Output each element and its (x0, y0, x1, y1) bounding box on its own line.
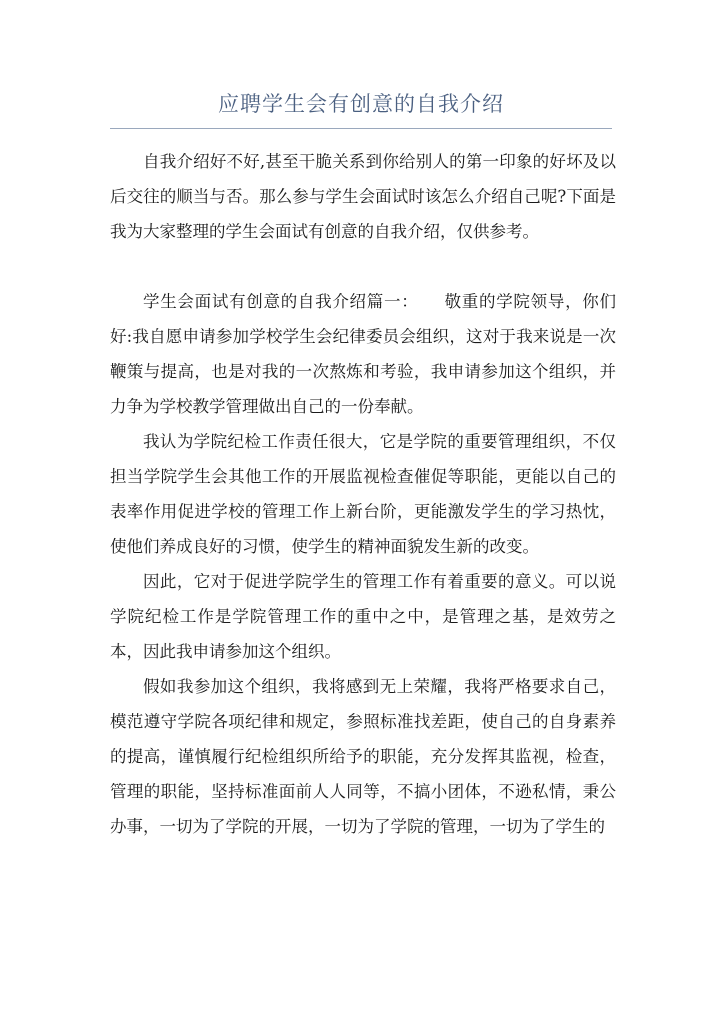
paragraph-commitment: 假如我参加这个组织，我将感到无上荣耀，我将严格要求自己，模范遵守学院各项纪律和规定，参照标准找差距，使自己的自身素养的提高，谨慎履行纪检组织所给予的职能，充分发挥其监视，检查，管理的职能，坚持标准面前人人同等，不搞小团体，不逊私情，秉公办事，一切为了学院的开展，一切为了学院的管理，一切为了学生的 (110, 677, 616, 836)
document-title: 应聘学生会有创意的自我介绍 (218, 92, 504, 116)
title-divider (110, 128, 612, 129)
paragraph-intro: 自我介绍好不好,甚至干脆关系到你给别人的第一印象的好坏及以后交往的顺当与否。那么参与学生会面试时该怎么介绍自己呢?下面是我为大家整理的学生会面试有创意的自我介绍，仅供参考。 (110, 152, 616, 241)
paragraph-spacer (110, 249, 616, 284)
document-body (110, 144, 616, 844)
paragraph-significance: 因此，它对于促进学院学生的管理工作有着重要的意义。可以说学院纪检工作是学院管理工作的重中之中，是管理之基，是效劳之本，因此我申请参加这个组织。 (110, 572, 616, 661)
paragraph-part-one: 学生会面试有创意的自我介绍篇一： 敬重的学院领导，你们好:我自愿申请参加学校学生会纪律委员会组织，这对于我来说是一次鞭策与提高，也是对我的一次熬炼和考验，我申请参加这个组织，并力争为学校教学管理做出自己的一份奉献。 (110, 292, 616, 416)
paragraph-responsibility: 我认为学院纪检工作责任很大，它是学院的重要管理组织，不仅担当学院学生会其他工作的开展监视检查催促等职能，更能以自己的表率作用促进学校的管理工作上新台阶，更能激发学生的学习热忱，使他们养成良好的习惯，使学生的精神面貌发生新的改变。 (110, 432, 616, 556)
